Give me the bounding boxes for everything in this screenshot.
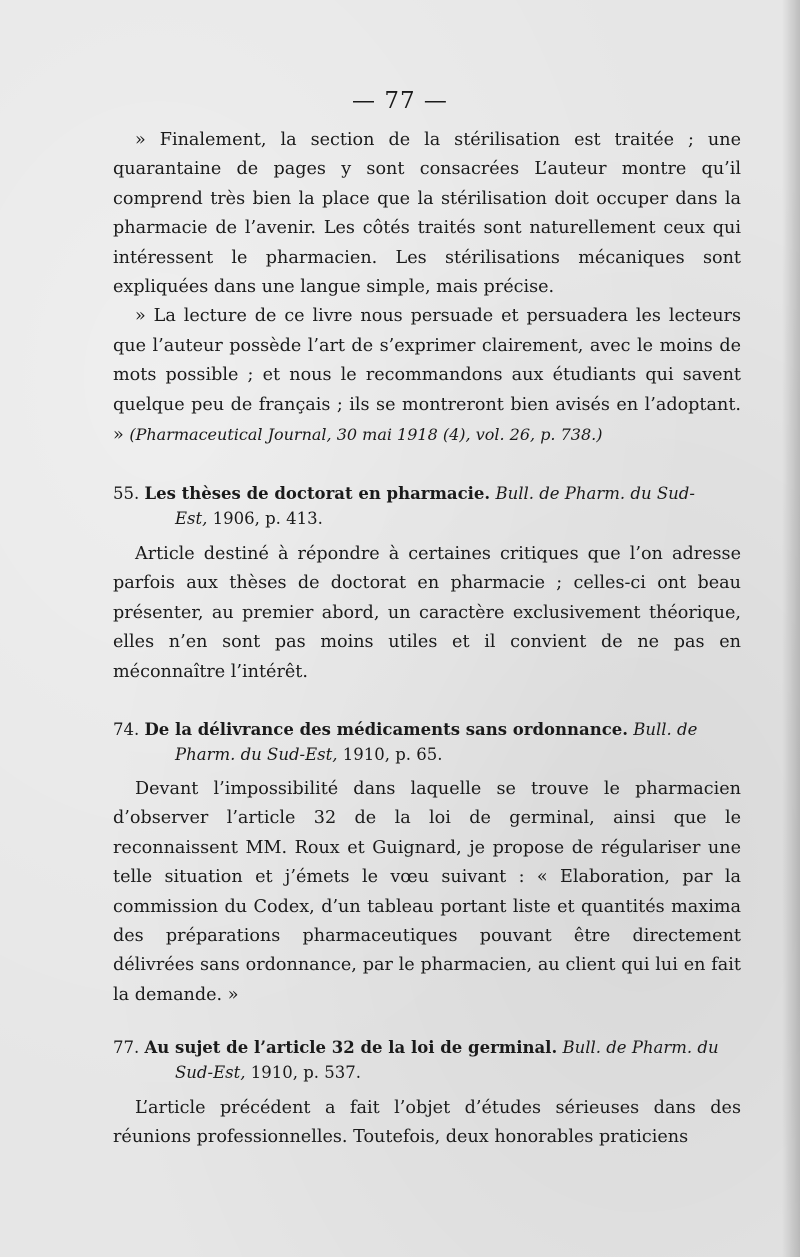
entry-body: Article destiné à répondre à certaines critiques que l’on adresse parfois aux thèses de doctorat en pharmacie ; celles-ci ont beau présenter, au premier abord, un caractère exclusivement théorique, elles n’en sont pas moins utiles et il convient de ne pas en méconnaître l’intérêt.: [113, 544, 741, 682]
quote-paragraph-1: » Finalement, la section de la stérilisation est traitée ; une quarantaine de pages y sont consacrées L’auteur montre qu’il comprend très bien la place que la stérilisation doit occuper dans la pharmacie de l’avenir. Les côtés traités sont naturellement ceux qui intéressent le pharmacien. Les stérilisations mécaniques sont expliquées dans une langue simple, mais précise.: [113, 130, 741, 298]
entry-heading: [113, 1035, 741, 1085]
entry-body: Devant l’impossibilité dans laquelle se trouve le pharmacien d’observer l’article 32 de la loi de germinal, ainsi que le reconnaissent MM. Roux et Guignard, je propose de régulariser une telle situation et j’émets le vœu suivant : « Elaboration, par la commission du Codex, d’un tableau portant liste et quantités maxima des préparations pharmaceutiques pouvant être directement délivrées sans ordonnance, par le pharmacien, au client qui lui en fait la demande. »: [113, 779, 741, 1005]
entry-source: Bull. de Pharm. du: [562, 1038, 719, 1057]
entry-title: Les thèses de doctorat en pharmacie.: [144, 484, 491, 503]
entry-heading: [113, 717, 741, 767]
entry-source: Bull. de: [633, 720, 698, 739]
entry-details: 1910, p. 537.: [245, 1063, 361, 1082]
entry-number: 74.: [113, 720, 140, 739]
entry-title: De la délivrance des médicaments sans ordonnance.: [144, 720, 628, 739]
entry-heading: [113, 481, 741, 531]
citation-details: 30 mai 1918 (4), vol. 26, p. 738.): [331, 425, 603, 445]
citation-journal: Pharmaceutical Journal,: [135, 425, 332, 445]
quote-block: [113, 126, 741, 450]
entry-details: 1906, p. 413.: [207, 509, 323, 528]
entry-details: 1910, p. 65.: [337, 745, 443, 764]
page-number: — 77 —: [352, 88, 448, 114]
page-edge-shadow: [782, 0, 800, 1257]
entry-source: Bull. de Pharm. du Sud-: [495, 484, 695, 503]
entry-number: 55.: [113, 484, 140, 503]
entry-body: L’article précédent a fait l’objet d’études sérieuses dans des réunions professionnelles. Toutefois, deux honorables praticiens: [113, 1098, 741, 1148]
quote-paragraph-2: [113, 302, 741, 450]
citation: (Pharmaceutical Journal, 30 mai 1918 (4), vol. 26, p. 738.): [129, 425, 603, 445]
entry-source-continuation: Pharm. du Sud-Est, 1910, p. 65.: [175, 745, 443, 764]
quote-paragraph-2-text: » La lecture de ce livre nous persuade et persuadera les lecteurs que l’auteur possède l’art de s’exprimer clairement, avec le moins de mots possible ; et nous le recommandons aux étudiants qui savent quelque peu de français ; ils se montreront bien avisés en l’adoptant. »: [113, 306, 741, 446]
entry-source-continuation: Sud-Est, 1910, p. 537.: [175, 1063, 361, 1082]
entry-source-continuation: Est, 1906, p. 413.: [175, 509, 323, 528]
entry-number: 77.: [113, 1038, 140, 1057]
entry-title: Au sujet de l’article 32 de la loi de germinal.: [144, 1038, 558, 1057]
